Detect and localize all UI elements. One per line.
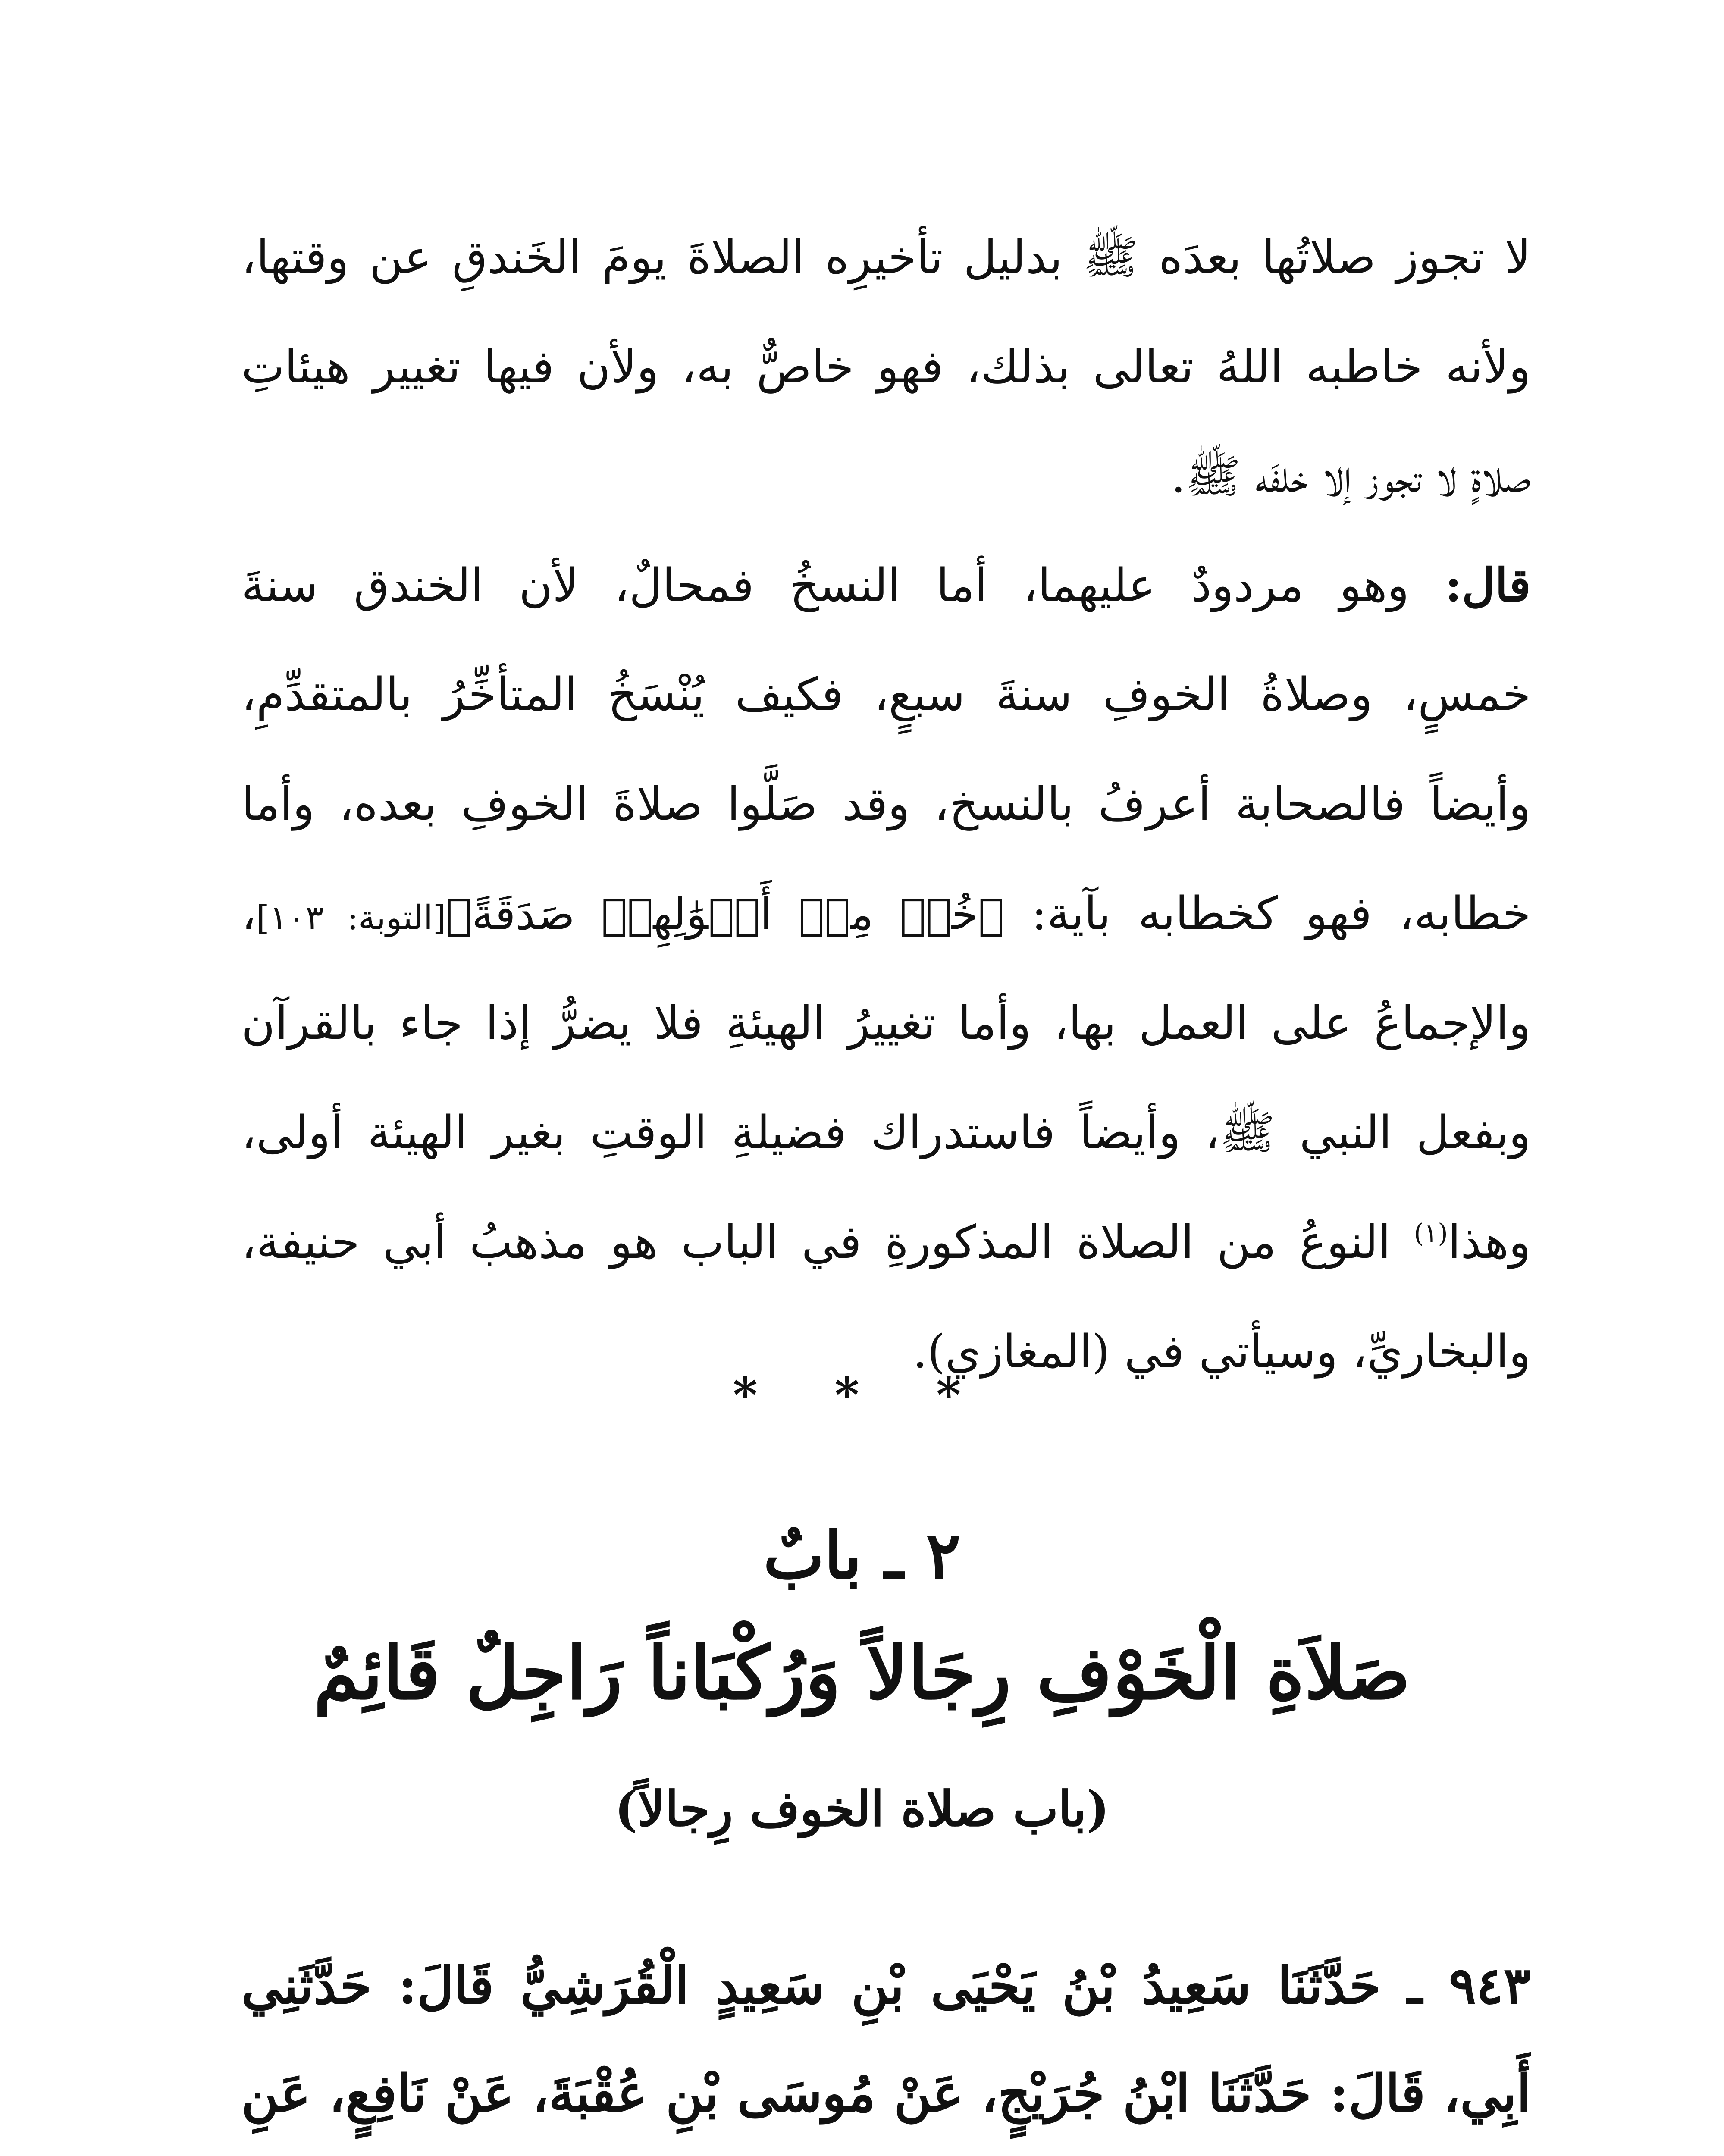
text-line: وبفعل النبي ﷺ، وأيضاً فاستدراك فضيلةِ الوقتِ بغير الهيئة أولى، bbox=[241, 1106, 1531, 1159]
text-line: وأيضاً فالصحابة أعرفُ بالنسخ، وقد صَلَّوا صلاةَ الخوفِ بعده، وأما bbox=[241, 777, 1531, 830]
text-segment: وهو مردودٌ عليهما، أما النسخُ فمحالٌ، لأن الخندق سنةَ bbox=[241, 559, 1409, 612]
text-segment: خطابه، فهو كخطابه بآية: bbox=[1031, 887, 1531, 940]
text-line: والإجماعُ على العمل بها، وأما تغييرُ الهيئةِ فلا يضرُّ إذا جاء بالقرآن bbox=[241, 997, 1531, 1050]
quran-reference: [التوبة: ١٠٣] bbox=[256, 899, 446, 937]
text-line: صلاةٍ لا تجوز إلا خلفَه ﷺ. bbox=[1171, 450, 1531, 503]
text-line: لا تجوز صلاتُها بعدَه ﷺ بدليل تأخيرِه الصلاةَ يومَ الخَندقِ عن وقتها، bbox=[241, 231, 1531, 284]
quran-verse: ﴿خُذۡ مِنۡ أَمۡوَٰلِهِمۡ صَدَقَةً﴾ bbox=[446, 889, 1004, 940]
text-line: والبخاريِّ، وسيأتي في (المغازي). bbox=[912, 1325, 1531, 1378]
paragraph-qala bbox=[241, 530, 1531, 1407]
chapter-title: صَلاَةِ الْخَوْفِ رِجَالاً وَرُكْبَاناً رَاجِلٌ قَائِمٌ bbox=[313, 1630, 1411, 1716]
hadith-text bbox=[241, 1932, 1531, 2147]
text-line: خمسٍ، وصلاةُ الخوفِ سنةَ سبعٍ، فكيف يُنْسَخُ المتأخِّرُ بالمتقدِّمِ، bbox=[241, 668, 1531, 721]
qala-lead: قال: bbox=[1445, 558, 1531, 612]
chapter-number: ٢ ـ بابٌ bbox=[763, 1518, 961, 1594]
text-line bbox=[241, 1188, 1531, 1297]
section-separator: * * * bbox=[733, 1367, 991, 1423]
text-segment: وهذا bbox=[1448, 1216, 1531, 1269]
text-line bbox=[241, 530, 1531, 640]
text-line: ولأنه خاطبه اللهُ تعالى بذلك، فهو خاصٌّ به، ولأن فيها تغيير هيئاتِ bbox=[241, 340, 1531, 393]
chapter-subtitle: (باب صلاة الخوف رِجالاً) bbox=[614, 1781, 1110, 1837]
text-segment: النوعُ من الصلاة المذكورةِ في الباب هو مذهبُ أبي حنيفة، bbox=[241, 1216, 1414, 1269]
hadith-line: أَبِي، قَالَ: حَدَّثَنَا ابْنُ جُرَيْجٍ، عَنْ مُوسَى بْنِ عُقْبَةَ، عَنْ نَافِعٍ، عَنِ bbox=[241, 2063, 1531, 2123]
text-segment: ، bbox=[241, 887, 257, 940]
footnote-marker: (١) bbox=[1414, 1218, 1448, 1249]
hadith-line: ٩٤٣ ـ حَدَّثَنَا سَعِيدُ بْنُ يَحْيَى بْنِ سَعِيدٍ الْقُرَشِيُّ قَالَ: حَدَّثَنِي bbox=[241, 1955, 1531, 2015]
paragraph-continued bbox=[241, 203, 1531, 531]
text-line bbox=[241, 859, 1531, 968]
